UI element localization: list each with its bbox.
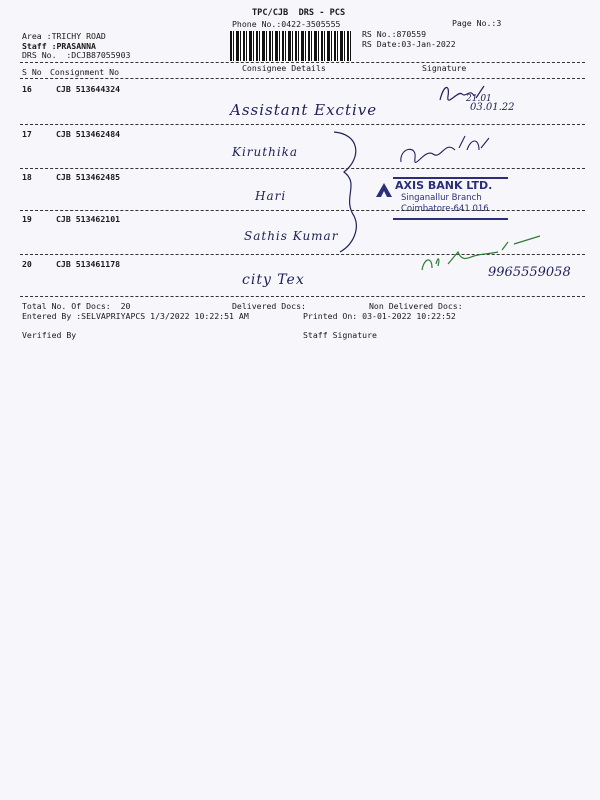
row-consignment: CJB 513462101 (56, 214, 121, 224)
stamp-branch: Singanallur Branch (401, 193, 482, 203)
rs-number: RS No.:870559 (362, 29, 427, 39)
drs-number: DRS No. :DCJB87055903 (22, 50, 131, 60)
delivered-docs: Delivered Docs: (232, 301, 306, 311)
bank-stamp (373, 172, 513, 224)
handwritten-phone: 9965559058 (488, 265, 571, 280)
divider (20, 168, 585, 169)
row-consignment: CJB 513462484 (56, 129, 121, 139)
row-sno: 17 (22, 129, 32, 139)
staff-label: Staff :PRASANNA (22, 41, 96, 51)
column-consignment: Consignment No (50, 67, 120, 77)
row-sno: 16 (22, 84, 32, 94)
column-signature: Signature (422, 63, 467, 73)
row-consignment: CJB 513462485 (56, 172, 121, 182)
non-delivered-docs: Non Delivered Docs: (369, 301, 463, 311)
handwritten-date-1: 21.01 (466, 94, 492, 104)
handwritten-date-2: 03.01.22 (470, 102, 515, 113)
verified-by: Verified By (22, 330, 77, 340)
column-sno: S No (22, 67, 42, 77)
stamp-city: Coimbatore-641 016 (401, 204, 489, 214)
divider (20, 296, 585, 297)
row-sno: 20 (22, 259, 32, 269)
staff-signature: Staff Signature (303, 330, 377, 340)
row-consignee-handwritten: Kiruthika (232, 145, 299, 159)
entered-by: Entered By :SELVAPRIYAPCS 1/3/2022 10:22:51 AM (22, 311, 249, 321)
signature-mark (436, 80, 506, 108)
signature-mark (395, 128, 505, 168)
printed-on: Printed On: 03-01-2022 10:22:52 (303, 311, 456, 321)
area-label: Area :TRICHY ROAD (22, 31, 106, 41)
stamp-bank-name: AXIS BANK LTD. (395, 179, 493, 192)
rs-date: RS Date:03-Jan-2022 (362, 39, 456, 49)
divider (20, 124, 585, 125)
document-title: TPC/CJB DRS - PCS (252, 8, 346, 18)
divider (20, 78, 585, 79)
row-consignee-handwritten: Sathis Kumar (244, 229, 339, 243)
row-consignee-handwritten: city Tex (242, 272, 305, 288)
phone-number: Phone No.:0422-3505555 (232, 19, 341, 29)
total-docs: Total No. Of Docs: 20 (22, 301, 131, 311)
row-consignee-handwritten: Assistant Exctive (230, 101, 378, 119)
column-consignee: Consignee Details (242, 63, 326, 73)
divider (20, 210, 585, 211)
row-consignee-handwritten: Hari (255, 189, 287, 203)
row-consignment: CJB 513644324 (56, 84, 121, 94)
page-number: Page No.:3 (452, 18, 502, 28)
row-consignment: CJB 513461178 (56, 259, 121, 269)
barcode (230, 31, 351, 61)
row-sno: 18 (22, 172, 32, 182)
axis-logo-icon (375, 182, 393, 198)
row-sno: 19 (22, 214, 32, 224)
